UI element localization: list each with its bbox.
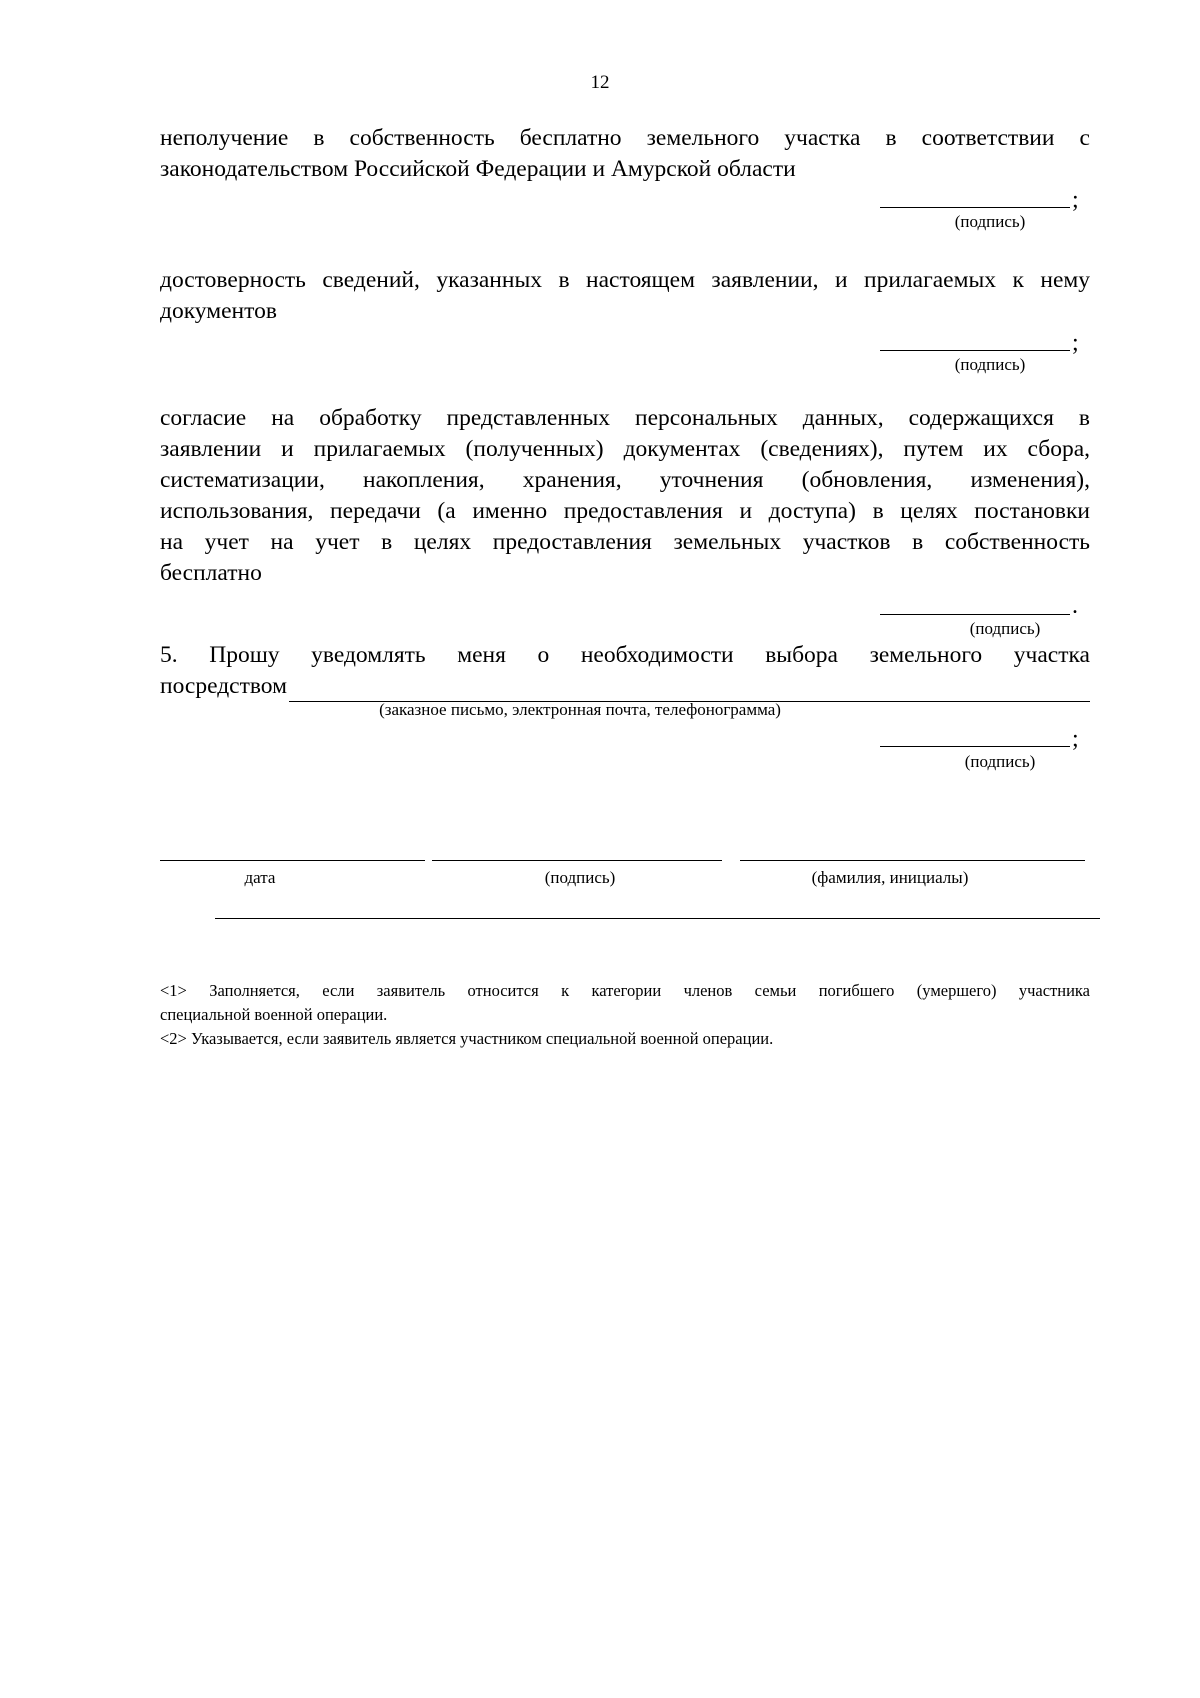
signature-line[interactable] — [880, 614, 1070, 615]
paragraph-line: на учет на учет в целях предоставления земельных участков в собственность — [160, 529, 1090, 555]
signature-line[interactable] — [880, 207, 1070, 208]
consent-paragraph-accuracy — [160, 265, 1090, 327]
divider-line — [215, 918, 1100, 919]
consent-paragraph-personal-data — [160, 403, 1090, 589]
notification-request — [160, 640, 1090, 702]
paragraph-line: неполучение в собственность бесплатно земельного участка в соответствии с — [160, 125, 1090, 151]
footnote-1-line: <1> Заполняется, если заявитель относится к категории членов семьи погибшего (умершего) участника — [160, 981, 1090, 1000]
signature-line[interactable] — [880, 746, 1070, 747]
signature-caption: (подпись) — [954, 355, 1026, 374]
signature-punctuation: ; — [1072, 187, 1079, 213]
signature-caption: (подпись) — [954, 212, 1026, 231]
signature-caption: (подпись) — [964, 752, 1036, 771]
page-number: 12 — [590, 72, 610, 93]
applicant-signature-line[interactable] — [432, 860, 722, 861]
notification-method-field[interactable] — [289, 677, 1090, 702]
paragraph-line: систематизации, накопления, хранения, уточнения (обновления, изменения), — [160, 467, 1090, 493]
signature-punctuation: ; — [1072, 330, 1079, 356]
signature-line[interactable] — [880, 350, 1070, 351]
footnote-1-line: специальной военной операции. — [160, 1005, 388, 1024]
applicant-signature-caption: (подпись) — [544, 868, 616, 887]
applicant-name-line[interactable] — [740, 860, 1085, 861]
footnotes — [160, 979, 1090, 1051]
consent-paragraph-nonreceipt — [160, 123, 1090, 185]
paragraph-line: достоверность сведений, указанных в настоящем заявлении, и прилагаемых к нему — [160, 267, 1090, 293]
paragraph-line: согласие на обработку представленных персональных данных, содержащихся в — [160, 405, 1090, 431]
footnote-2: <2> Указывается, если заявитель является участником специальной военной операции. — [160, 1029, 774, 1048]
paragraph-line: заявлении и прилагаемых (полученных) документах (сведениях), путем их сбора, — [160, 436, 1090, 462]
paragraph-line: 5. Прошу уведомлять меня о необходимости выбора земельного участка — [160, 642, 1090, 668]
notification-method-row: посредством — [160, 671, 1090, 702]
paragraph-line: бесплатно — [160, 560, 262, 586]
signature-punctuation: ; — [1072, 726, 1079, 752]
signature-punctuation: . — [1072, 593, 1078, 619]
paragraph-line: использования, передачи (а именно предоставления и доступа) в целях постановки — [160, 498, 1090, 524]
signature-caption: (подпись) — [969, 619, 1041, 638]
date-caption: дата — [244, 868, 276, 887]
notification-method-caption: (заказное письмо, электронная почта, телефонограмма) — [379, 700, 781, 719]
date-line[interactable] — [160, 860, 425, 861]
paragraph-line: законодательством Российской Федерации и Амурской области — [160, 156, 796, 182]
paragraph-line: документов — [160, 298, 277, 324]
applicant-name-caption: (фамилия, инициалы) — [811, 868, 969, 887]
